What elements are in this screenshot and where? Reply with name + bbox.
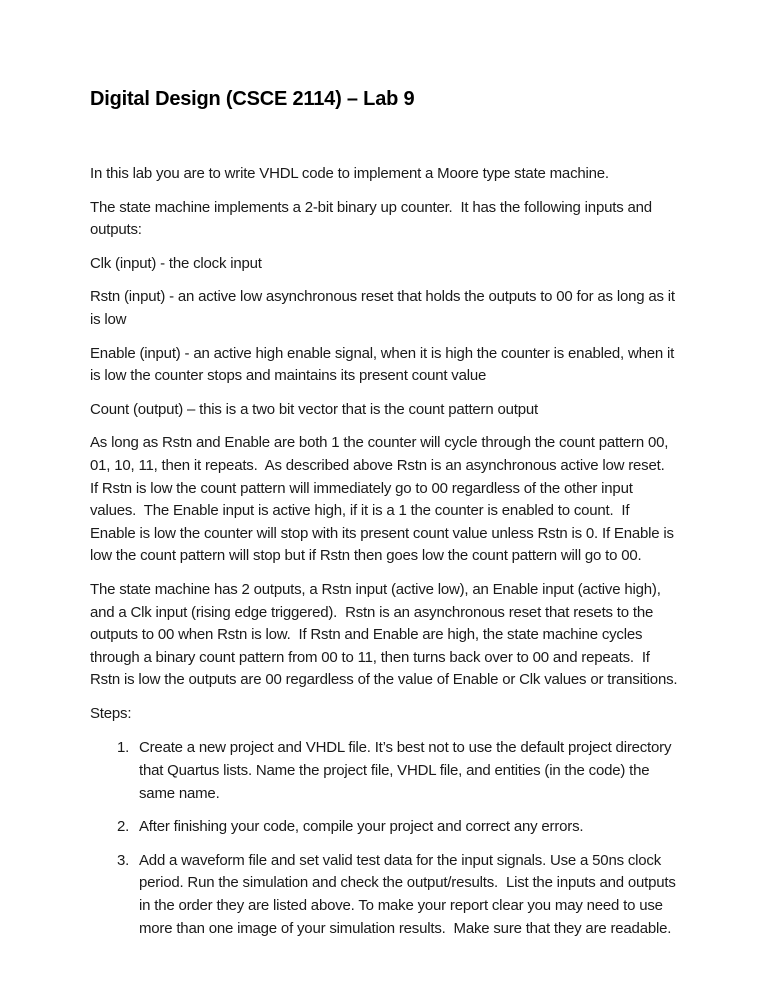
- step-item-2: [90, 816, 678, 839]
- steps-heading: Steps:: [90, 704, 132, 722]
- paragraph-count-output: Count (output) – this is a two bit vector that is the count pattern output: [90, 400, 538, 418]
- step-text: After finishing your code, compile your project and correct any errors.: [139, 818, 584, 836]
- paragraph-count-pattern-behavior: As long as Rstn and Enable are both 1 the counter will cycle through the count pattern 00, 01, 10, 11, then it repeats. As described above Rstn is an asynchronous active low reset. If Rstn is low the count pattern will immediately go to 00 regardless of the other input values. The Enable input is active high, if it is a 1 the counter is enabled to count. If Enable is low the counter will stop with its present count value unless Rstn is 0. If Enable is low the count pattern will stop but if Rstn then goes low the count pattern will go to 00.: [90, 434, 678, 565]
- paragraph-state-machine-summary: The state machine has 2 outputs, a Rstn input (active low), an Enable input (active high), and a Clk input (rising edge triggered). Rstn is an asynchronous reset that resets to the outputs to 00 when Rstn is low. If Rstn and Enable are high, the state machine cycles through a binary count pattern from 00 to 11, then turns back over to 00 and repeats. If Rstn is low the outputs are 00 regardless of the value of Enable or Clk values or transitions.: [90, 580, 678, 689]
- steps-list: [90, 737, 678, 940]
- step-text: Create a new project and VHDL file. It’s best not to use the default project directory that Quartus lists. Name the project file, VHDL file, and entities (in the code) the same name.: [139, 739, 676, 802]
- page-title: Digital Design (CSCE 2114) – Lab 9: [90, 88, 415, 110]
- paragraph-enable-input: Enable (input) - an active high enable signal, when it is high the counter is enabled, when it is low the counter stops and maintains its present count value: [90, 344, 679, 385]
- step-number: 2.: [117, 818, 130, 836]
- paragraph-counter-description: The state machine implements a 2-bit binary up counter. It has the following inputs and outputs:: [90, 198, 656, 239]
- step-item-1: [90, 737, 678, 805]
- paragraph-intro: In this lab you are to write VHDL code to implement a Moore type state machine.: [90, 165, 609, 182]
- step-number: 3.: [117, 851, 130, 869]
- paragraph-clk-input: Clk (input) - the clock input: [90, 254, 262, 272]
- paragraph-rstn-input: Rstn (input) - an active low asynchronous reset that holds the outputs to 00 for as long as it is low: [90, 288, 679, 328]
- step-number: 1.: [117, 739, 130, 757]
- step-item-3: [90, 850, 678, 940]
- step-text: Add a waveform file and set valid test data for the input signals. Use a 50ns clock period. Run the simulation and check the output/results. List the inputs and outputs in the order they are listed above. To make your report clear you may need to use more than one image of your simulation results. Make sure that they are readable.: [139, 851, 680, 937]
